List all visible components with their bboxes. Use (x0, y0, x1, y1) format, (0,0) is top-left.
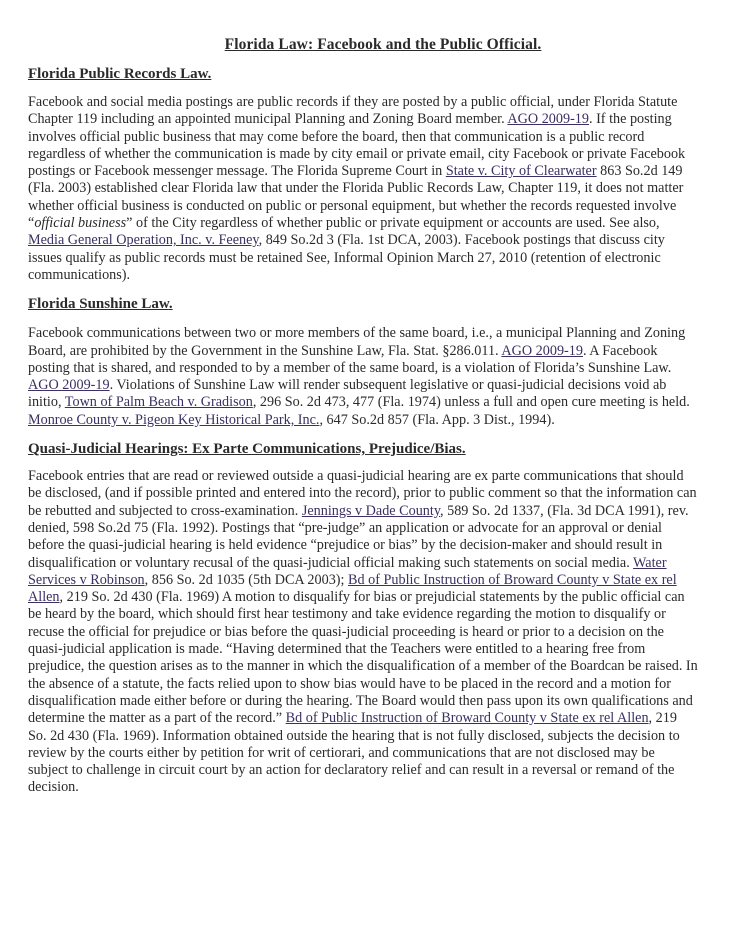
body-text: . A Facebook posting that is shared, and responded to by a member of the same board, is a violation of Florida’s Sunshine Law. (28, 342, 672, 376)
section-paragraph (28, 94, 698, 284)
case-citation: Monroe County v. Pigeon Key Historical Park, Inc. (28, 411, 320, 428)
body-text: 863 So.2d 149 (Fla. 2003) established clear Florida law that under the Florida Public Records Law, Chapter 119, it does not matter whether official business is conducted on public or personal equipment, but whether the records requested involve “ (28, 163, 684, 232)
body-text: , 219 So. 2d 430 (Fla. 1969) A motion to disqualify for bias or prejudicial statements by the public official can be heard by the board, which should first hear testimony and take evidence regarding the motion to disqualify or recuse the official for prejudice or bias before the quasi-judicial proceeding is heard or prior to a decision on the quasi-judicial application is made. “Having determined that the Teachers were entitled to a hearing free from prejudice, the question arises as to the manner in which the disqualification of a member of the Boardcan be raised. In the absence of a statute, the facts relied upon to show bias would have to be placed in the record and a motion for disqualification made either before or during the hearing. The Board would then pass upon its own qualifications and determine the matter as a part of the record.” (28, 589, 698, 727)
section-quasi-judicial-hearings: Quasi-Judicial Hearings: Ex Parte Communications, Prejudice/Bias. Facebook entries that are read or reviewed outside a quasi-judicial hearing are ex parte communications that should be disclosed, (and if possible printed and entered into the record), prior to public comment so that the information can be rebutted and subjected to cross-examination. Jennings v Dade County, 589 So. 2d 1337, (Fla. 3d DCA 1991), rev. denied, 598 So.2d 75 (Fla. 1992). Postings that “pre-judge” an application or advocate for an approval or denial before the quasi-judicial hearing is held evidence “prejudice or bias” by the decision-maker and should result in disqualification or voluntary recusal of the quasi-judicial official making such statements on social media. Water Services v Robinson, 856 So. 2d 1035 (5th DCA 2003); Bd of Public Instruction of Broward County v State ex rel Allen, 219 So. 2d 430 (Fla. 1969) A motion to disqualify for bias or prejudicial statements by the public official can be heard by the board, which should first hear testimony and take evidence regarding the motion to disqualify or recuse the official for prejudice or bias before the quasi-judicial proceeding is heard or prior to a decision on the quasi-judicial application is made. “Having determined that the Teachers were entitled to a hearing free from prejudice, the question arises as to the manner in which the disqualification of a member of the Boardcan be raised. In the absence of a statute, the facts relied upon to show bias would have to be placed in the record and a motion for disqualification made either before or during the hearing. The Board would then pass upon its own qualifications and determine the matter as a part of the record.” Bd of Public Instruction of Broward County v State ex rel Allen, 219 So. 2d 430 (Fla. 1969). Information obtained outside the hearing that is not fully disclosed, subjects the decision to review by the courts either by petition for writ of certiorari, and communications that are not disclosed may be subject to challenge in circuit court by an action for declaratory relief and can result in a reversal or remand of the decision. (28, 441, 698, 796)
case-citation: Water Services v Robinson (28, 554, 667, 588)
section-public-records-law: Florida Public Records Law. Facebook and social media postings are public records if they are posted by a public official, under Florida Statute Chapter 119 including an appointed municipal Planning and Zoning Board member. AGO 2009-19. If the posting involves official public business that may come before the board, then that communication is a public record regardless of whether the communication is made by city email or private email, city Facebook or private Facebook postings or Facebook messenger message. The Florida Supreme Court in State v. City of Clearwater 863 So.2d 149 (Fla. 2003) established clear Florida law that under the Florida Public Records Law, Chapter 119, it does not matter whether official business is conducted on public or personal equipment, but whether the records requested involve “official business” of the City regardless of whether public or private equipment or accounts are used. See also, Media General Operation, Inc. v. Feeney, 849 So.2d 3 (Fla. 1st DCA, 2003). Facebook postings that discuss city issues qualify as public records must be retained See, Informal Opinion March 27, 2010 (retention of electronic communications). (28, 66, 698, 284)
case-citation: Bd of Public Instruction of Broward County v State ex rel Allen (28, 571, 677, 606)
body-text: , 219 So. 2d 430 (Fla. 1969). Information obtained outside the hearing that is not fully disclosed, subjects the decision to review by the courts either by petition for writ of certiorari, and communications that are not disclosed may be subject to challenge in circuit court by an action for declaratory relief and can result in a reversal or remand of the decision. (28, 710, 680, 796)
document-title: Florida Law: Facebook and the Public Official. (224, 36, 542, 53)
section-heading: Florida Sunshine Law (28, 296, 169, 313)
body-text: Facebook entries that are read or reviewed outside a quasi-judicial hearing are ex parte communications that should be disclosed, (and if possible printed and entered into the record), prior to public comment so that the information can be rebutted and subjected to cross-examination. (28, 468, 697, 519)
case-citation: AGO 2009-19 (507, 111, 589, 128)
section-sunshine-law: Florida Sunshine Law. Facebook communications between two or more members of the same board, i.e., a municipal Planning and Zoning Board, are prohibited by the Government in the Sunshine Law, Fla. Stat. §286.011. AGO 2009-19. A Facebook posting that is shared, and responded to by a member of the same board, is a violation of Florida’s Sunshine Law. AGO 2009-19. Violations of Sunshine Law will render subsequent legislative or quasi-judicial decisions void ab initio, Town of Palm Beach v. Gradison, 296 So. 2d 473, 477 (Fla. 1974) unless a full and open cure meeting is held. Monroe County v. Pigeon Key Historical Park, Inc., 647 So.2d 857 (Fla. App. 3 Dist., 1994). (28, 296, 698, 429)
section-heading: Quasi-Judicial Hearings: Ex Parte Communications, Prejudice/Bias (28, 441, 462, 458)
case-citation: Media General Operation, Inc. v. Feeney (28, 232, 259, 249)
body-text: , 647 So.2d 857 (Fla. App. 3 Dist., 1994). (319, 411, 555, 428)
case-citation: Bd of Public Instruction of Broward County v State ex rel Allen (285, 710, 649, 727)
body-text: Facebook communications between two or more members of the same board, i.e., a municipal Planning and Zoning Board, are prohibited by the Government in the Sunshine Law, Fla. Stat. §286.011. (28, 325, 686, 359)
case-citation: AGO 2009-19 (28, 377, 110, 394)
section-heading: Florida Public Records Law (28, 66, 208, 82)
case-citation: Town of Palm Beach v. Gradison (64, 394, 253, 411)
body-text: , 296 So. 2d 473, 477 (Fla. 1974) unless a full and open cure meeting is held. (252, 394, 690, 411)
body-text: Facebook and social media postings are public records if they are posted by a public official, under Florida Statute Chapter 119 including an appointed municipal Planning and Zoning Board member. (28, 94, 678, 128)
case-citation: State v. City of Clearwater (445, 163, 597, 180)
section-paragraph (28, 325, 698, 429)
case-citation: Jennings v Dade County (301, 502, 440, 519)
body-text: , 849 So.2d 3 (Fla. 1st DCA, 2003). Facebook postings that discuss city issues qualify as public records must be retained See, Informal Opinion March 27, 2010 (retention of electronic communications). (28, 232, 665, 283)
case-citation: AGO 2009-19 (501, 342, 583, 359)
body-text: , 856 So. 2d 1035 (5th DCA 2003); (144, 571, 349, 588)
body-text: ” of the City regardless of whether public or private equipment or accounts are used. See also, (126, 215, 660, 232)
body-text: . If the posting involves official public business that may come before the board, then that communication is a public record regardless of whether the communication is made by city email or private email, city Facebook or private Facebook postings or Facebook messenger message. The Florida Supreme Court in (28, 111, 686, 180)
section-paragraph (28, 468, 698, 797)
body-text: , 589 So. 2d 1337, (Fla. 3d DCA 1991), rev. denied, 598 So.2d 75 (Fla. 1992). Postings that “pre-judge” an application or advocate for an approval or denial before the quasi-judicial hearing is held evidence “prejudice or bias” by the decision-maker and should result in disqualification or voluntary recusal of the quasi-judicial official making such statements on social media. (28, 502, 689, 571)
emphasized-text: official business (34, 215, 127, 232)
body-text: . Violations of Sunshine Law will render subsequent legislative or quasi-judicial decisions void ab initio, (28, 377, 667, 411)
